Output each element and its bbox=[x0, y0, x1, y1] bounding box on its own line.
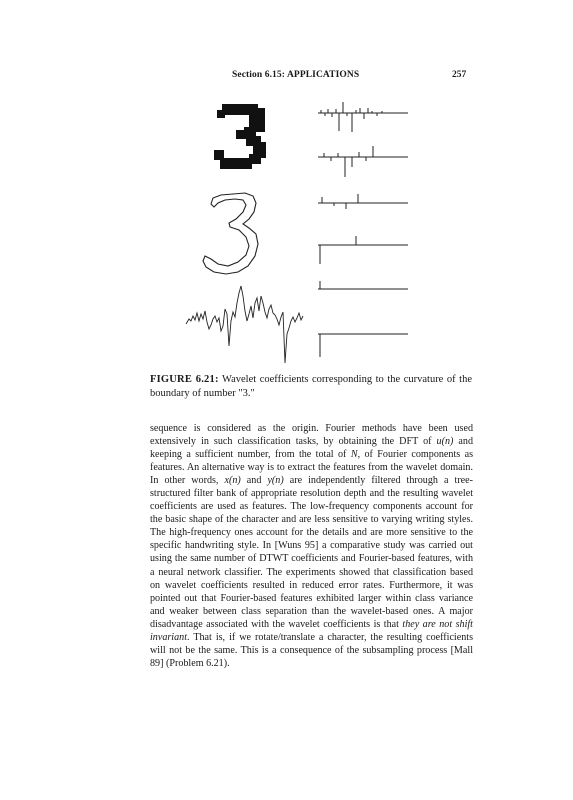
body-paragraph bbox=[150, 422, 473, 670]
page-number: 257 bbox=[452, 70, 467, 80]
body-text-segment: and bbox=[240, 475, 268, 487]
body-text-segment: . That is, if we rotate/translate a character, the resulting coefficients will not be the same. This is a consequence of the subsampling process [Mall 89] (Problem 6.21). bbox=[150, 631, 473, 669]
body-text-segment: are independently filtered through a tree-structured filter bank of appropriate resolution depth and the resulting wavelet coefficients are used as features. The low-frequency components account for the basic shape of the character and are less sensitive to varying writing styles. The high-frequency ones account for the details and are more sensitive to the specific handwriting style. In [Wuns 95] a comparative study was carried out using the same number of DTWT coefficients and Fourier-based features, with a neural network classifier. The experiments showed that classification based on wavelet coefficients resulted in reduced error rates. Furthermore, it was pointed out that Fourier-based features exhibited larger within class variance and weaker between class separation than the wavelet-based ones. A major disadvantage associated with the wavelet coefficients is that bbox=[150, 475, 474, 630]
math-variable: y(n) bbox=[267, 475, 284, 487]
body-text-segment: sequence is considered as the origin. Fourier methods have been used extensively in such classification tasks, by obtaining the DFT of bbox=[150, 423, 473, 448]
digit-three-bitmap bbox=[214, 104, 266, 169]
figure-caption-text: Wavelet coefficients corresponding to the curvature of the boundary of number "3." bbox=[150, 374, 473, 399]
figure-caption bbox=[150, 373, 472, 400]
figure-label: FIGURE 6.21: bbox=[150, 374, 219, 385]
running-header: Section 6.15: APPLICATIONS bbox=[232, 70, 360, 80]
math-variable: N bbox=[350, 449, 358, 461]
digit-three-contour bbox=[203, 193, 258, 274]
emphasized-text: they are not shift invariant bbox=[150, 618, 473, 643]
curvature-signal bbox=[186, 286, 303, 363]
wavelet-coefficient-plots bbox=[318, 102, 408, 357]
body-text-segment: and keeping a sufficient number, from the total of bbox=[150, 436, 473, 461]
body-text-segment: , of Fourier components as features. An alternative way is to extract the features from the wavelet domain. In other words, bbox=[150, 449, 473, 487]
math-variable: x(n) bbox=[224, 475, 241, 487]
math-variable: u(n) bbox=[436, 436, 454, 448]
